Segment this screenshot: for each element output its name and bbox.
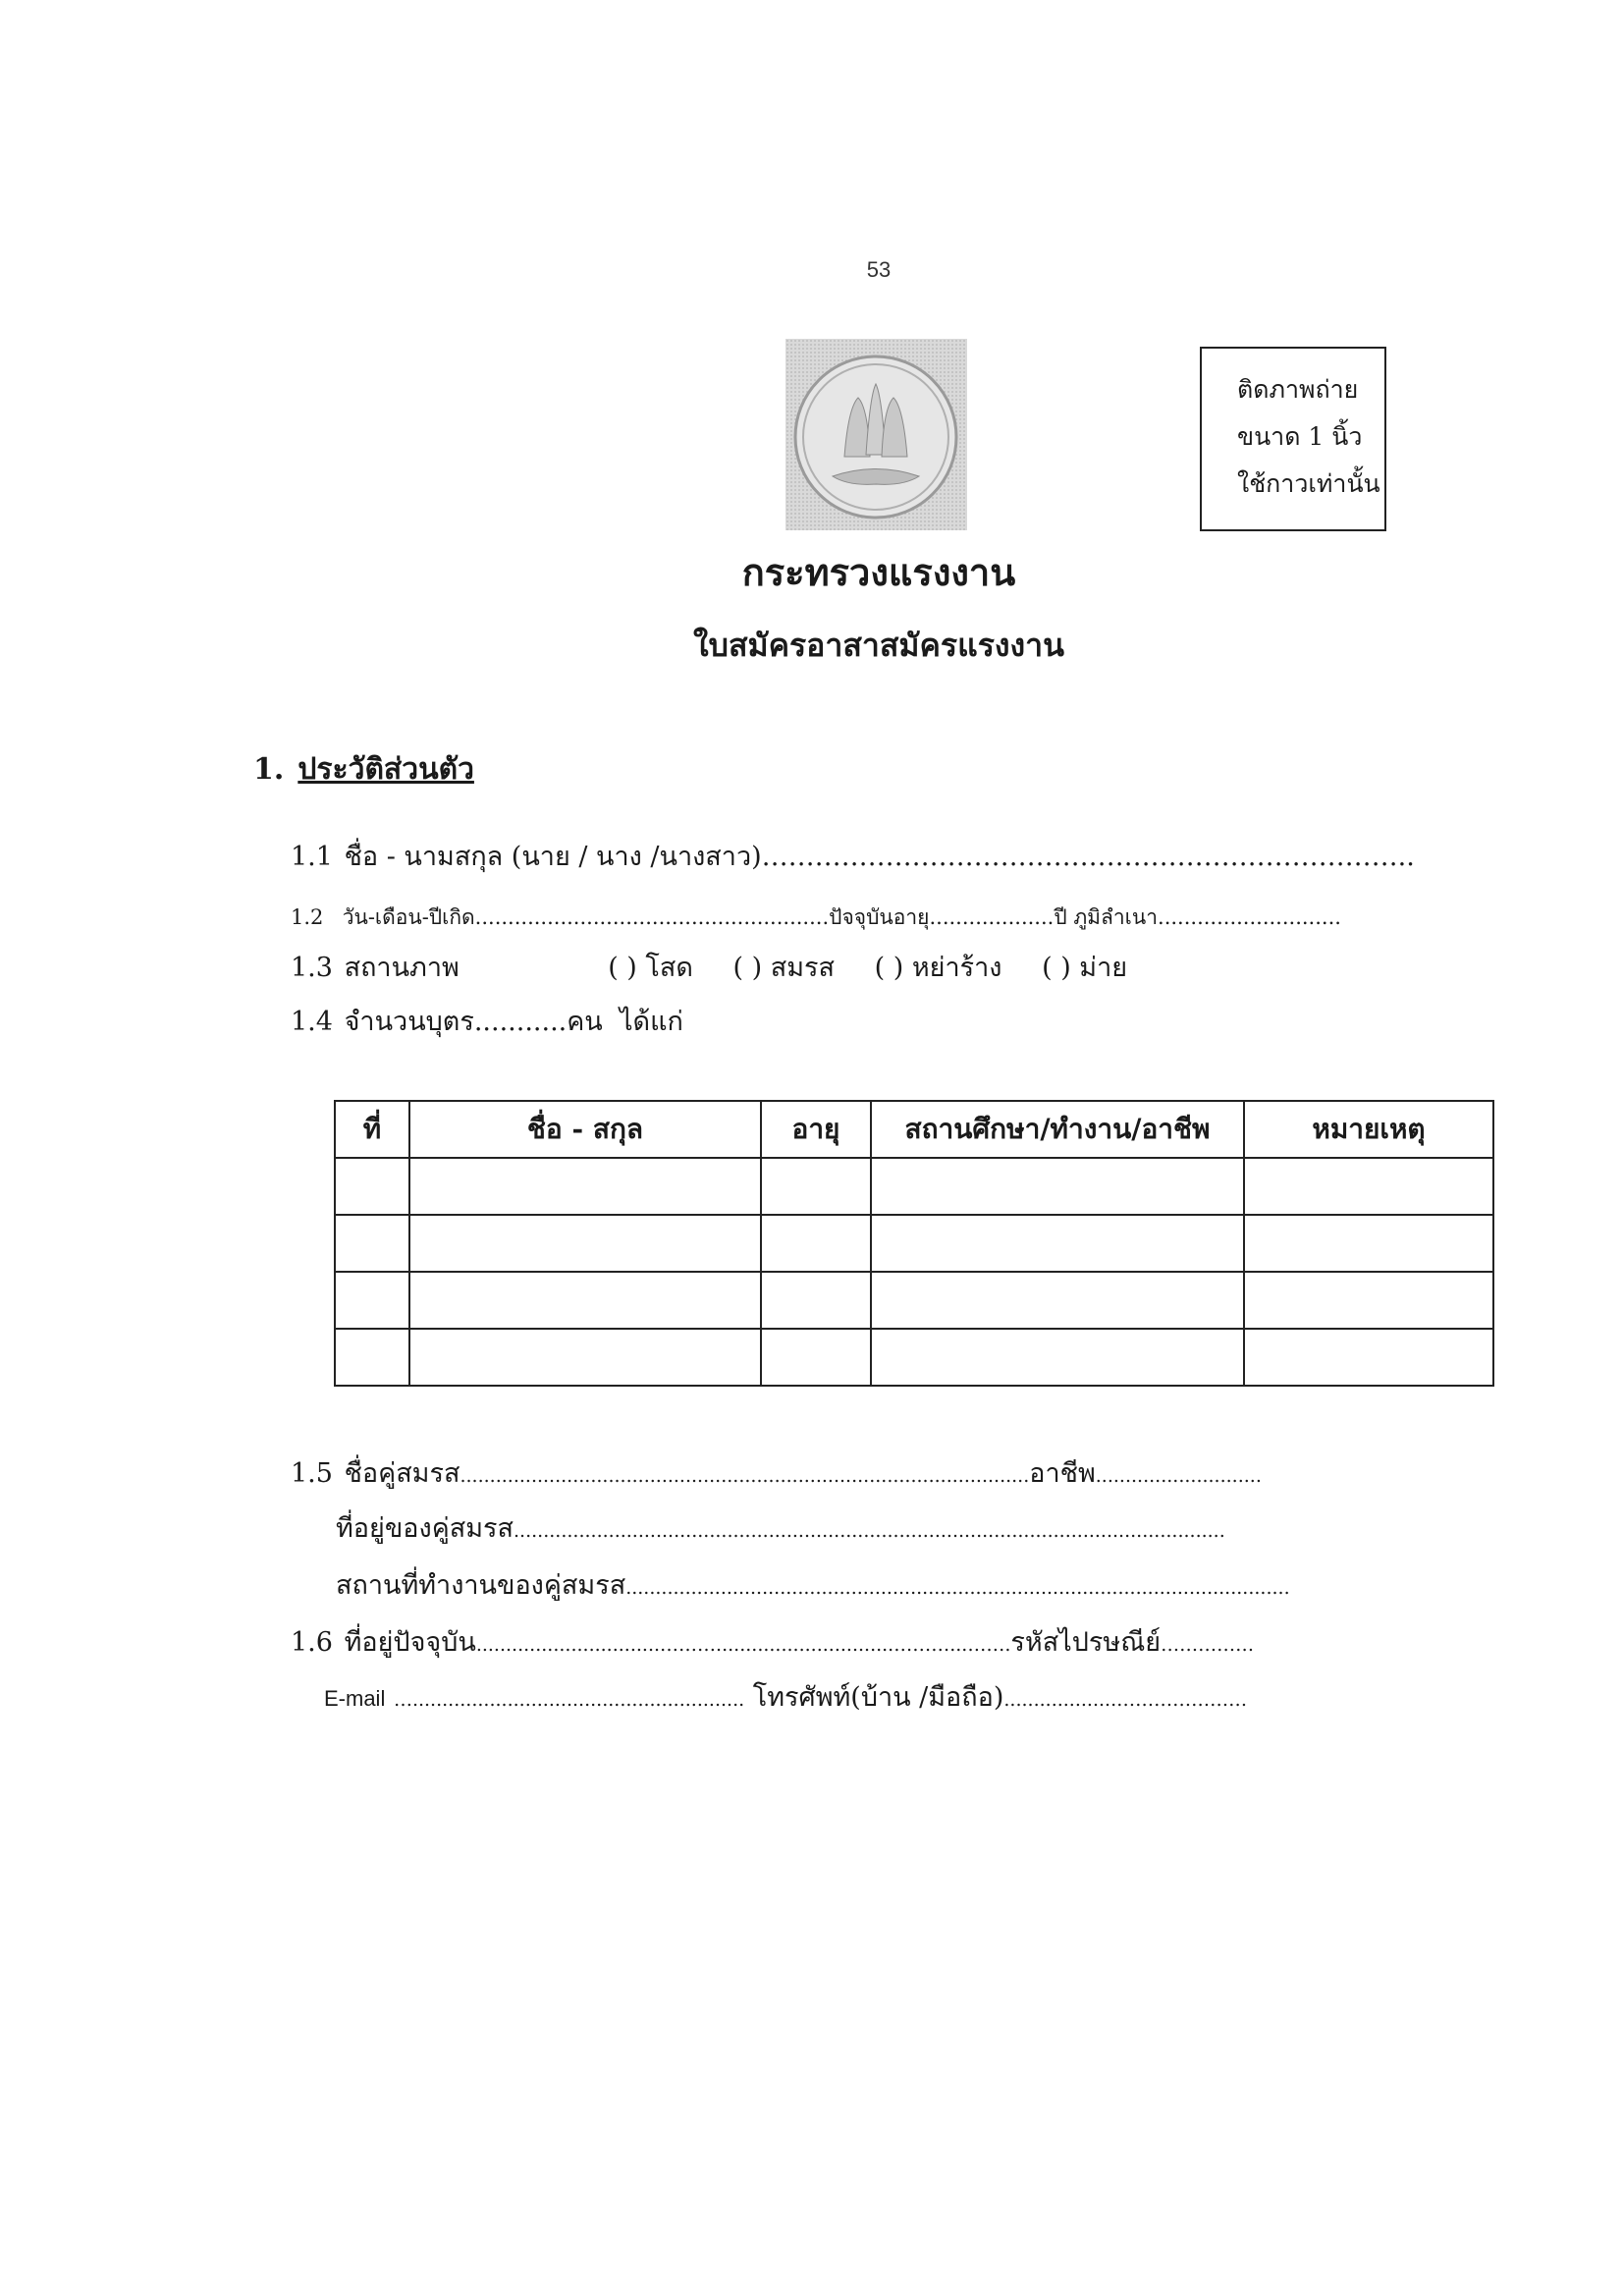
children-count-blank[interactable]: ........... xyxy=(473,1007,568,1037)
status-option-single[interactable]: ( ) โสด xyxy=(608,953,693,983)
birth-info-field[interactable] xyxy=(291,902,1341,934)
email-label: E-mail xyxy=(324,1686,386,1711)
column-header: ที่ xyxy=(335,1101,409,1158)
dob-blank[interactable]: ...................................................... xyxy=(474,905,830,929)
ministry-title: กระทรวงแรงงาน xyxy=(741,550,1016,594)
column-header: อายุ xyxy=(761,1101,871,1158)
postcode-label: รหัสไปรษณีย์ xyxy=(1010,1627,1162,1658)
marital-status-label: สถานภาพ xyxy=(344,953,460,983)
table-cell[interactable] xyxy=(409,1272,761,1329)
spouse-address-label: ที่อยู่ของคู่สมรส xyxy=(336,1513,514,1544)
table-cell[interactable] xyxy=(761,1158,871,1215)
age-label: ปัจจุบันอายุ xyxy=(829,905,930,929)
section-title: ประวัติส่วนตัว xyxy=(298,752,474,787)
column-header: หมายเหตุ xyxy=(1244,1101,1493,1158)
table-cell[interactable] xyxy=(409,1329,761,1386)
table-cell[interactable] xyxy=(1244,1215,1493,1272)
column-header: สถานศึกษา/ทำงาน/อาชีพ xyxy=(871,1101,1244,1158)
table-row[interactable] xyxy=(335,1329,1493,1386)
table-row[interactable] xyxy=(335,1272,1493,1329)
item-number: 1.6 xyxy=(291,1627,333,1658)
table-cell[interactable] xyxy=(409,1158,761,1215)
children-count-label: จำนวนบุตร xyxy=(344,1007,474,1037)
current-address-blank[interactable]: ...............................………..............................………...……. xyxy=(475,1634,1011,1656)
age-blank[interactable]: ................... xyxy=(929,905,1055,929)
contact-field[interactable] xyxy=(324,1675,1247,1718)
table-cell[interactable] xyxy=(1244,1329,1493,1386)
phone-label: โทรศัพท์(บ้าน /มือถือ) xyxy=(752,1682,1004,1713)
marital-status-field xyxy=(291,946,1159,988)
birthplace-blank[interactable]: ............................ xyxy=(1158,905,1341,929)
table-cell[interactable] xyxy=(871,1329,1244,1386)
postcode-blank[interactable]: …………… xyxy=(1161,1634,1255,1656)
status-option-married[interactable]: ( ) สมรส xyxy=(732,953,836,983)
children-table xyxy=(334,1100,1494,1387)
current-address-label: ที่อยู่ปัจจุบัน xyxy=(344,1627,476,1658)
table-cell[interactable] xyxy=(761,1329,871,1386)
table-cell[interactable] xyxy=(871,1215,1244,1272)
table-row[interactable] xyxy=(335,1158,1493,1215)
children-unit: คน xyxy=(567,1007,603,1037)
dob-label: วัน-เดือน-ปีเกิด xyxy=(342,905,475,929)
seal-emblem-icon xyxy=(785,339,967,530)
column-header: ชื่อ - สกุล xyxy=(409,1101,761,1158)
spouse-occupation-label: อาชีพ xyxy=(1029,1458,1096,1489)
full-name-field[interactable] xyxy=(291,835,1415,877)
table-cell[interactable] xyxy=(761,1272,871,1329)
table-cell[interactable] xyxy=(335,1215,409,1272)
item-number: 1.1 xyxy=(291,842,333,872)
photo-box-line: ใช้กาวเท่านั้น xyxy=(1237,469,1380,498)
current-address-field[interactable] xyxy=(291,1620,1254,1663)
table-row[interactable] xyxy=(335,1215,1493,1272)
table-cell[interactable] xyxy=(1244,1158,1493,1215)
status-option-divorced[interactable]: ( ) หย่าร้าง xyxy=(874,953,1002,983)
phone-blank[interactable]: ...................………………… xyxy=(1003,1689,1248,1711)
spouse-occupation-blank[interactable]: ............................ xyxy=(1095,1465,1262,1487)
spouse-name-label: ชื่อคู่สมรส xyxy=(344,1458,460,1489)
table-cell[interactable] xyxy=(871,1272,1244,1329)
table-cell[interactable] xyxy=(409,1215,761,1272)
table-cell[interactable] xyxy=(335,1329,409,1386)
full-name-blank[interactable]: ……………………………………………………………….. xyxy=(761,842,1415,872)
spouse-name-field[interactable] xyxy=(291,1451,1262,1494)
children-suffix: ได้แก่ xyxy=(619,1007,683,1037)
item-number: 1.4 xyxy=(291,1007,333,1037)
status-option-widowed[interactable]: ( ) ม่าย xyxy=(1042,953,1128,983)
item-number: 1.3 xyxy=(291,953,333,983)
full-name-label: ชื่อ - นามสกุล (นาย / นาง /นางสาว) xyxy=(344,842,762,872)
birthplace-label: ปี ภูมิลำเนา xyxy=(1054,905,1159,929)
table-cell[interactable] xyxy=(871,1158,1244,1215)
photo-box-line: ติดภาพถ่าย xyxy=(1237,375,1359,404)
spouse-workplace-field[interactable] xyxy=(336,1563,1290,1606)
photo-box-line: ขนาด 1 นิ้ว xyxy=(1237,422,1363,451)
spouse-address-field[interactable] xyxy=(336,1506,1225,1549)
item-number: 1.5 xyxy=(291,1458,333,1489)
table-cell[interactable] xyxy=(335,1272,409,1329)
table-cell[interactable] xyxy=(1244,1272,1493,1329)
spouse-workplace-blank[interactable]: ................................................................................................................ xyxy=(625,1577,1290,1599)
photo-placeholder-box xyxy=(1200,347,1386,531)
table-cell[interactable] xyxy=(335,1158,409,1215)
table-header-row xyxy=(335,1101,1493,1158)
spouse-name-blank[interactable]: ................................................................................................ xyxy=(460,1465,1030,1487)
table-cell[interactable] xyxy=(761,1215,871,1272)
form-title: ใบสมัครอาสาสมัครแรงงาน xyxy=(693,627,1064,664)
children-count-field[interactable] xyxy=(291,1000,683,1042)
section-heading xyxy=(253,746,474,793)
spouse-workplace-label: สถานที่ทำงานของคู่สมรส xyxy=(336,1570,626,1601)
ministry-seal-icon xyxy=(785,339,967,530)
email-blank[interactable]: …........................................................ xyxy=(393,1689,745,1711)
spouse-address-blank[interactable]: ........................................................................................................................ xyxy=(514,1520,1225,1542)
section-number: 1. xyxy=(253,752,285,787)
page-number: 53 xyxy=(866,257,892,282)
item-number: 1.2 xyxy=(291,905,324,929)
